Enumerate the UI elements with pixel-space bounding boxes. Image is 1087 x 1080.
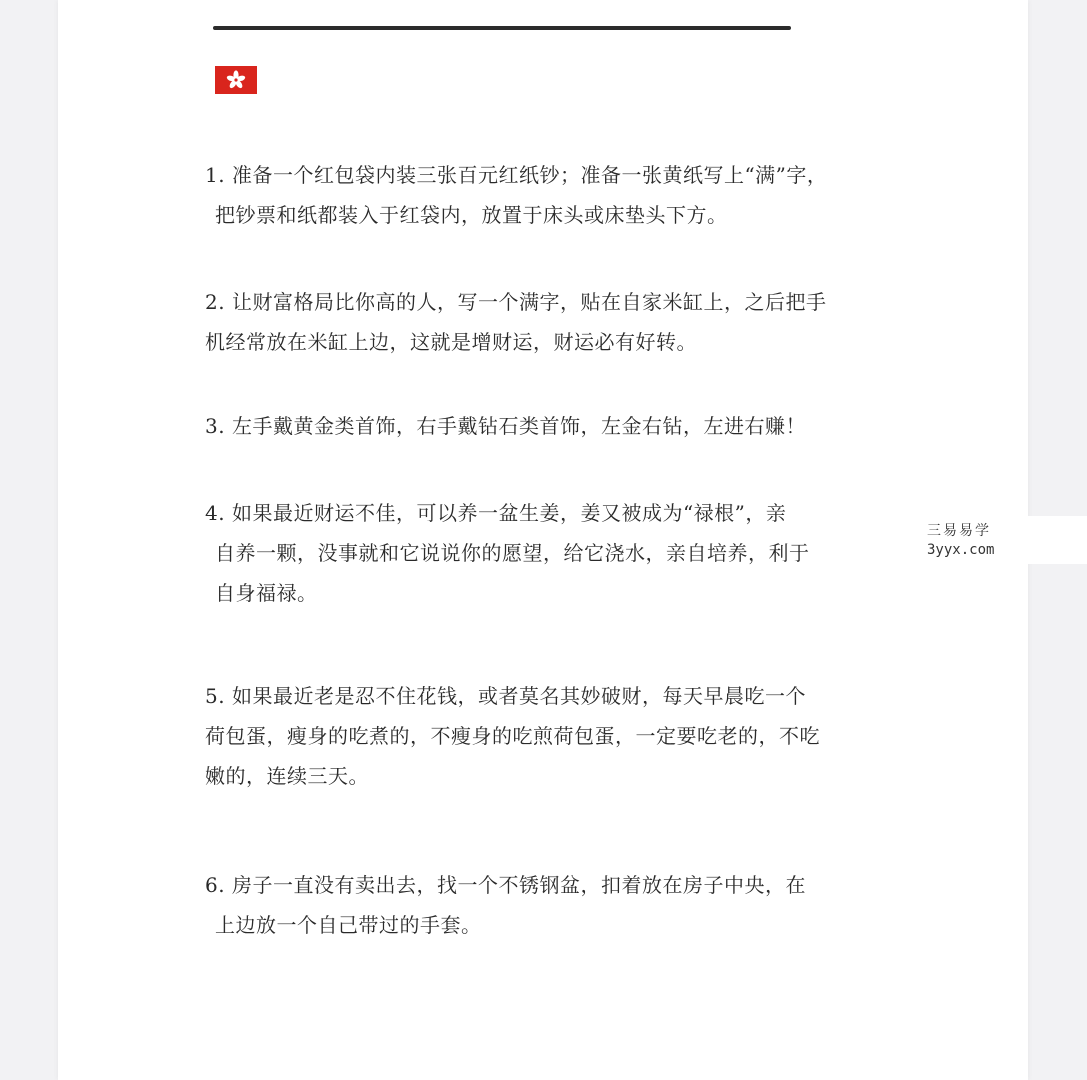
list-item-line: 5. 如果最近老是忍不住花钱，或者莫名其妙破财，每天早晨吃一个 [205, 684, 806, 708]
list-item-line: 4. 如果最近财运不佳，可以养一盆生姜，姜又被成为“禄根”，亲 [205, 501, 787, 525]
list-item-1 [205, 155, 905, 235]
list-item-line: 3. 左手戴黄金类首饰，右手戴钻石类首饰，左金右钻，左进右赚！ [205, 414, 806, 438]
list-item-line: 1. 准备一个红包袋内装三张百元红纸钞；准备一张黄纸写上“满”字， [205, 163, 828, 187]
list-item-line: 机经常放在米缸上边，这就是增财运，财运必有好转。 [205, 330, 697, 354]
list-item-line: 6. 房子一直没有卖出去，找一个不锈钢盆，扣着放在房子中央，在 [205, 873, 806, 897]
watermark-name: 三易易学 [927, 523, 991, 539]
list-item-line: 把钞票和纸都装入于红袋内，放置于床头或床垫头下方。 [215, 203, 728, 227]
list-item-4 [205, 493, 905, 613]
watermark [830, 516, 1087, 564]
list-item-2 [205, 282, 905, 362]
list-item-5 [205, 676, 905, 796]
list-item-line: 自身福禄。 [215, 581, 318, 605]
list-item-line: 2. 让财富格局比你高的人，写一个满字，贴在自家米缸上，之后把手 [205, 290, 827, 314]
list-item-3 [205, 406, 905, 446]
list-item-line: 嫩的，连续三天。 [205, 764, 369, 788]
top-divider [213, 26, 791, 30]
hong-kong-flag-icon [215, 66, 257, 94]
list-item-line: 自养一颗，没事就和它说说你的愿望，给它浇水，亲自培养，利于 [215, 541, 810, 565]
list-item-line: 上边放一个自己带过的手套。 [215, 913, 482, 937]
list-item-6 [205, 865, 905, 945]
watermark-site: 3yyx.com [927, 542, 995, 558]
list-item-line: 荷包蛋，瘦身的吃煮的，不瘦身的吃煎荷包蛋，一定要吃老的，不吃 [205, 724, 820, 748]
